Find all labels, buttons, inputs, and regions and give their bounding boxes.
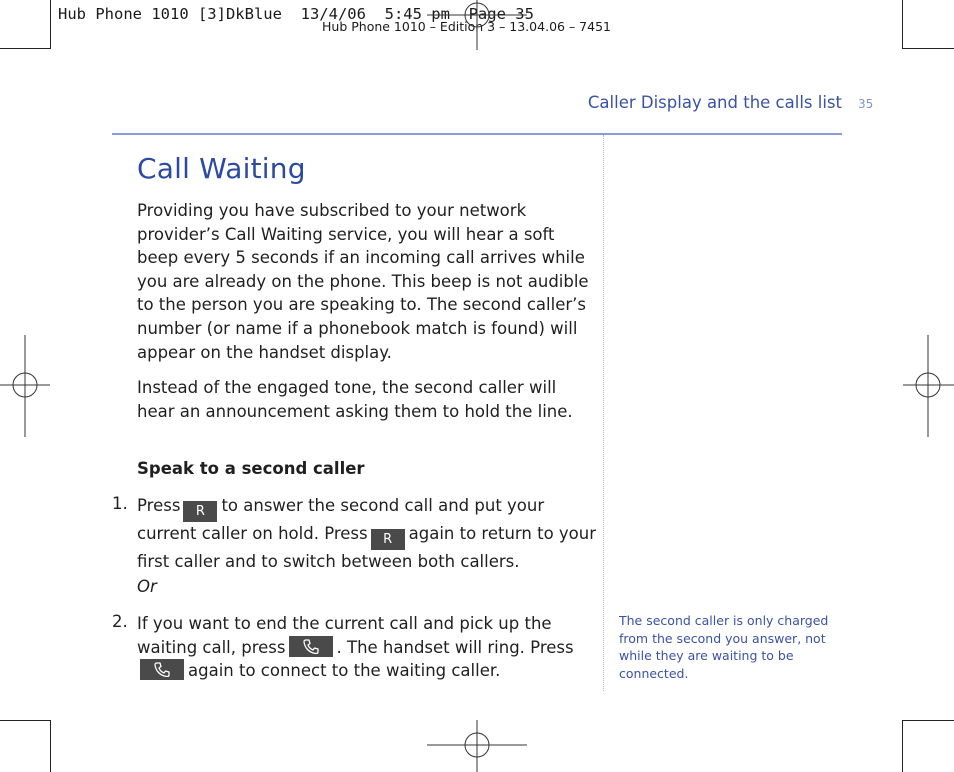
r-key-icon: R <box>183 501 217 522</box>
r-key-icon: R <box>371 529 405 550</box>
step-2-text-b: . The handset will ring. Press <box>336 637 574 657</box>
page-title: Call Waiting <box>137 152 306 185</box>
phone-handset-icon <box>140 659 184 680</box>
step-number: 1. <box>112 494 128 513</box>
engaged-tone-paragraph: Instead of the engaged tone, the second caller will hear an announcement asking them to hold the line. <box>137 378 573 421</box>
step-1-text-c: again to return to your first caller and to switch between both callers. <box>137 524 597 571</box>
or-separator: Or <box>137 577 157 596</box>
step-2-text-a: If you want to end the current call and pick up the waiting call, press <box>137 614 552 657</box>
edition-line: Hub Phone 1010 – Edition 3 – 13.04.06 – 7451 <box>322 19 611 34</box>
running-head: Caller Display and the calls list <box>587 93 842 112</box>
section-subheading: Speak to a second caller <box>137 459 365 478</box>
step-1-text-a: Press <box>137 496 181 515</box>
step-1 <box>137 494 597 574</box>
phone-handset-icon <box>289 636 333 657</box>
column-divider <box>603 135 604 691</box>
step-1-text-b: to answer the second call and put your current caller on hold. Press <box>137 496 545 543</box>
print-slug: Hub Phone 1010 [3]DkBlue 13/4/06 5:45 pm Page 35 <box>58 5 534 23</box>
intro-paragraph: Providing you have subscribed to your network provider’s Call Waiting service, you will hear a soft beep every 5 seconds if an incoming call arrives while you are already on the phone. This beep is not audible to the person you are speaking to. The second caller’s number (or name if a phonebook match is found) will appear on the handset display. <box>137 201 589 362</box>
side-note: The second caller is only charged from the second you answer, not while they are waiting to be connected. <box>619 613 829 681</box>
step-2 <box>137 612 597 683</box>
page-number: 35 <box>858 97 874 111</box>
step-2-text-c: again to connect to the waiting caller. <box>188 661 501 681</box>
step-number: 2. <box>112 612 128 631</box>
header-rule <box>112 133 842 135</box>
